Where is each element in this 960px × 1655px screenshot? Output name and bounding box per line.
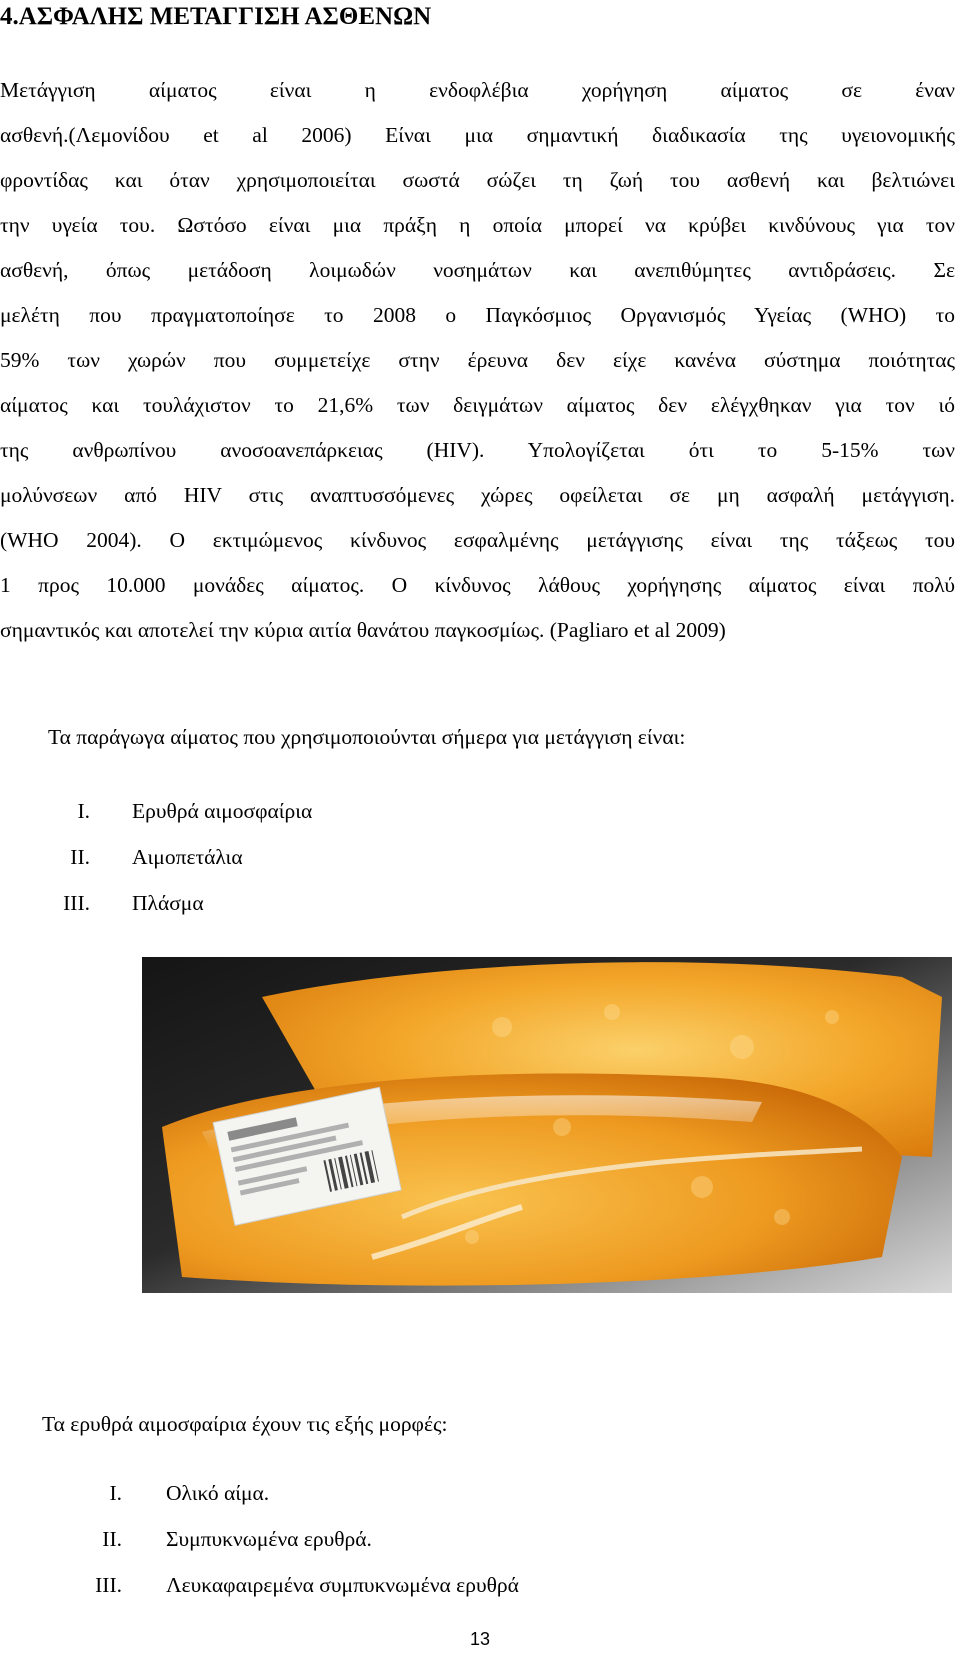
paragraph-line: 1 προς 10.000 μονάδες αίματος. Ο κίνδυνος λάθους χορήγησης αίματος είναι πολύ — [0, 573, 955, 597]
products-intro: Τα παράγωγα αίματος που χρησιμοποιούνται σήμερα για μετάγγιση είναι: — [48, 725, 686, 749]
paragraph-line: ασθενή.(Λεμονίδου et al 2006) Είναι μια σημαντική διαδικασία της υγειονομικής — [0, 123, 955, 147]
list-item — [0, 1524, 700, 1570]
list-text: Συμπυκνωμένα ερυθρά. — [166, 1527, 372, 1551]
list-item — [0, 796, 600, 842]
paragraph-line: σημαντικός και αποτελεί την κύρια αιτία θανάτου παγκοσμίως. (Pagliaro et al 2009) — [0, 618, 726, 642]
list-number: II. — [102, 1527, 122, 1551]
paragraph-line: φροντίδας και όταν χρησιμοποιείται σωστά σώζει τη ζωή του ασθενή και βελτιώνει — [0, 168, 955, 192]
list-text: Λευκαφαιρεμένα συμπυκνωμένα ερυθρά — [166, 1573, 519, 1597]
body-paragraph — [0, 68, 955, 653]
paragraph-line: ασθενή, όπως μετάδοση λοιμωδών νοσημάτων και ανεπιθύμητες αντιδράσεις. Σε — [0, 258, 955, 282]
red-cells-list — [0, 1478, 700, 1616]
blood-bags-illustration — [142, 957, 952, 1293]
products-list — [0, 796, 600, 934]
list-number: I. — [109, 1481, 122, 1505]
list-number: II. — [70, 845, 90, 869]
paragraph-line: την υγεία του. Ωστόσο είναι μια πράξη η οποία μπορεί να κρύβει κινδύνους για τον — [0, 213, 955, 237]
list-text: Ερυθρά αιμοσφαίρια — [132, 799, 313, 823]
paragraph-line: Μετάγγιση αίματος είναι η ενδοφλέβια χορήγηση αίματος σε έναν — [0, 78, 955, 102]
paragraph-line: μολύνσεων από HIV στις αναπτυσσόμενες χώρες οφείλεται σε μη ασφαλή μετάγγιση. — [0, 483, 955, 507]
blood-bags-photo — [142, 957, 952, 1293]
list-item — [0, 1478, 700, 1524]
list-item — [0, 888, 600, 934]
paragraph-line: (WHO 2004). Ο εκτιμώμενος κίνδυνος εσφαλμένης μετάγγισης είναι της τάξεως του — [0, 528, 955, 552]
list-text: Πλάσμα — [132, 891, 204, 915]
list-number: III. — [63, 891, 90, 915]
list-item — [0, 842, 600, 888]
section-heading: 4.ΑΣΦΑΛΗΣ ΜΕΤΑΓΓΙΣΗ ΑΣΘΕΝΩΝ — [0, 3, 432, 30]
paragraph-line: της ανθρωπίνου ανοσοανεπάρκειας (HIV). Υπολογίζεται ότι το 5-15% των — [0, 438, 955, 462]
paragraph-line: 59% των χωρών που συμμετείχε στην έρευνα δεν είχε κανένα σύστημα ποιότητας — [0, 348, 955, 372]
list-number: III. — [95, 1573, 122, 1597]
red-cells-intro: Τα ερυθρά αιμοσφαίρια έχουν τις εξής μορφές: — [42, 1412, 448, 1436]
list-text: Αιμοπετάλια — [132, 845, 243, 869]
paragraph-line: μελέτη που πραγματοποίησε το 2008 ο Παγκόσμιος Οργανισμός Υγείας (WHO) το — [0, 303, 955, 327]
paragraph-line: αίματος και τουλάχιστον το 21,6% των δειγμάτων αίματος δεν ελέγχθηκαν για τον ιό — [0, 393, 955, 417]
list-item — [0, 1570, 700, 1616]
list-number: I. — [77, 799, 90, 823]
page-number: 13 — [469, 1629, 491, 1649]
list-text: Ολικό αίμα. — [166, 1481, 270, 1505]
